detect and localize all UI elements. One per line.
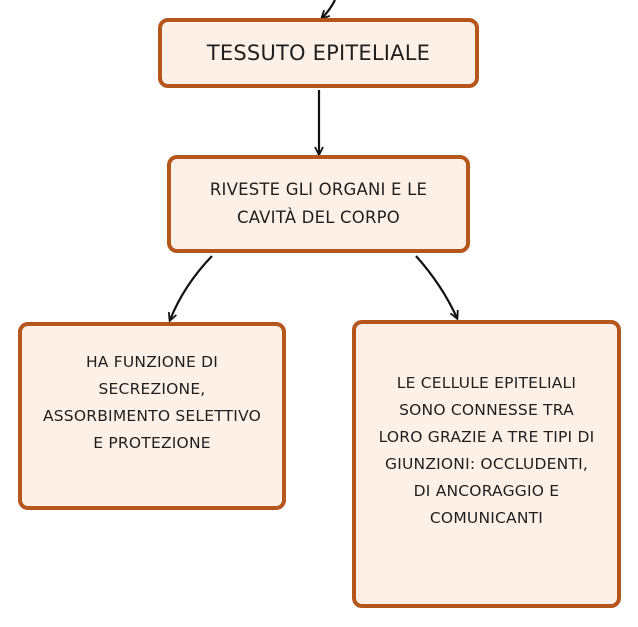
node-funzione: [18, 322, 286, 510]
node-label: LE CELLULE EPITELIALI SONO CONNESSE TRA LORO GRAZIE A TRE TIPI DI GIUNZIONI: OCCLUDENTI, DI ANCORAGGIO E COMUNICANTI: [378, 374, 595, 527]
node-riveste-organi: [167, 155, 470, 253]
node-label: HA FUNZIONE DI SECREZIONE, ASSORBIMENTO SELETTIVO E PROTEZIONE: [42, 353, 262, 452]
node-label: RIVESTE GLI ORGANI E LE CAVITÀ DEL CORPO: [209, 180, 428, 227]
node-tessuto-epiteliale: [158, 18, 479, 88]
node-giunzioni: [352, 320, 621, 608]
node-label: TESSUTO EPITELIALE: [206, 41, 431, 65]
arrow-middle-to-right: [416, 256, 457, 318]
arrow-middle-to-left: [170, 256, 212, 320]
incoming-arrow: [322, 0, 335, 18]
